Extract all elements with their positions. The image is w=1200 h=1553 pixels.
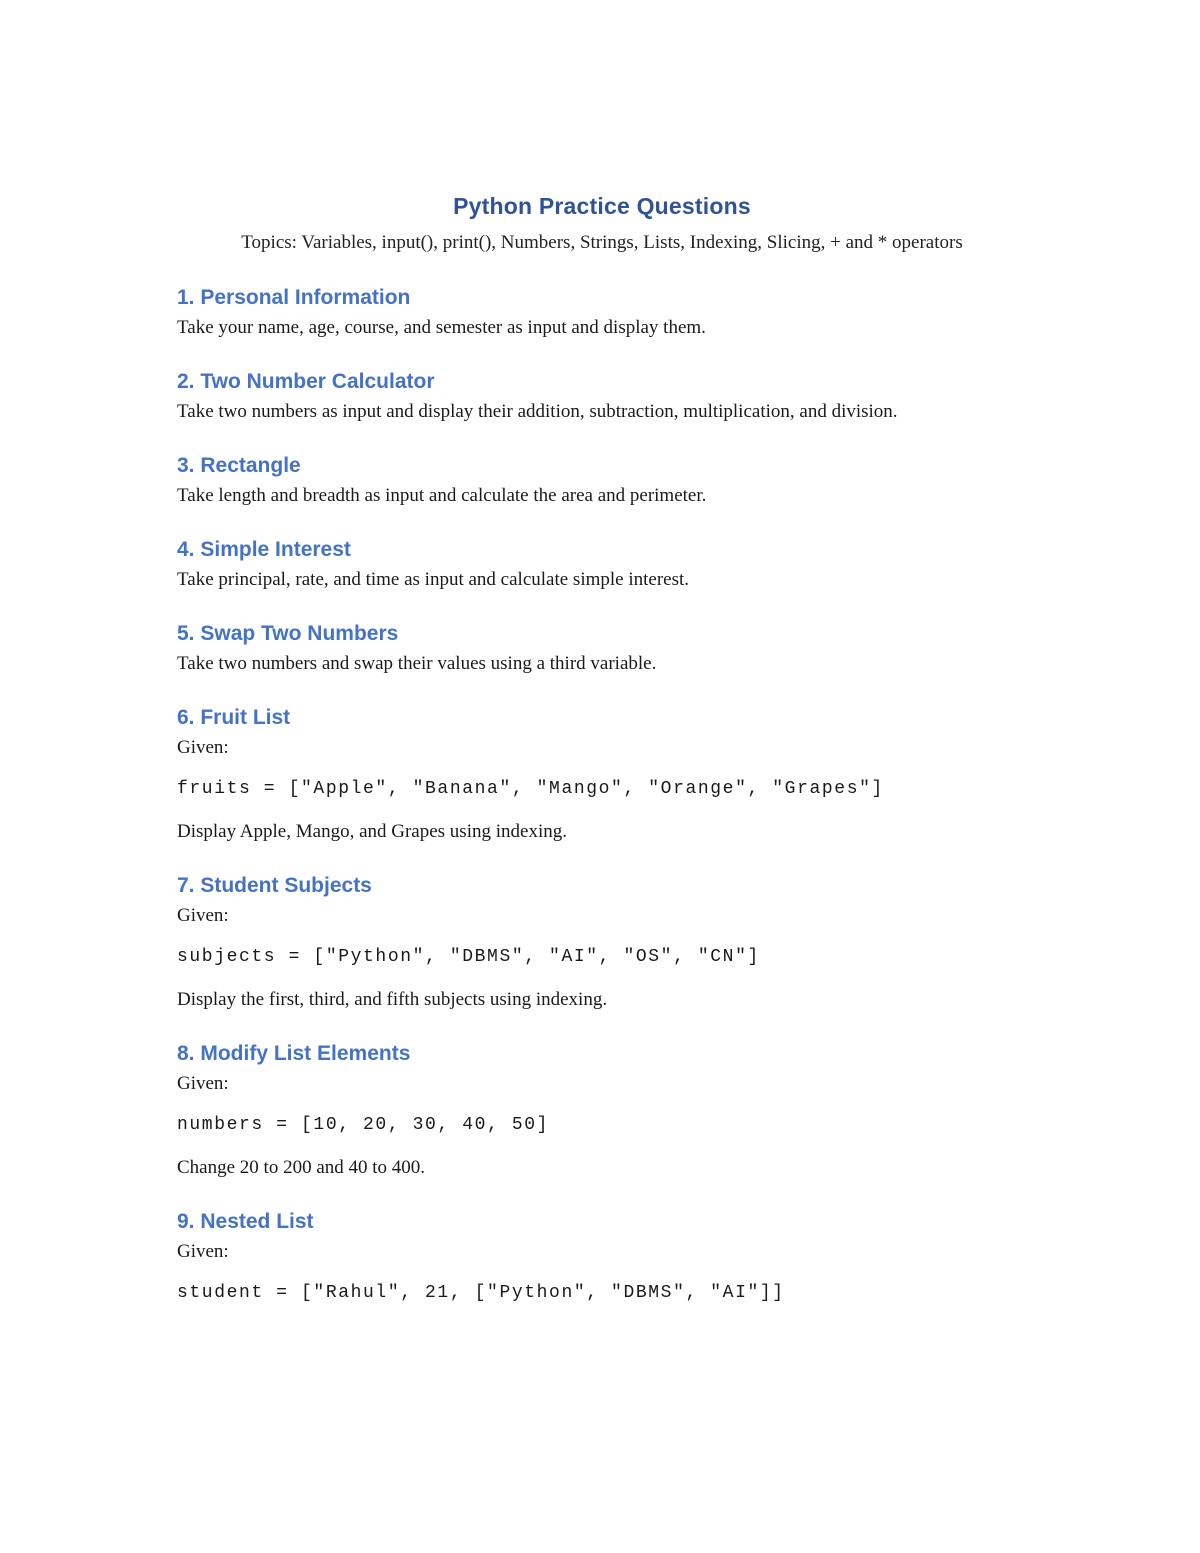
question-heading: 6. Fruit List	[177, 706, 291, 729]
question-text: Take principal, rate, and time as input and calculate simple interest.	[177, 569, 690, 590]
question-code: fruits = ["Apple", "Banana", "Mango", "Orange", "Grapes"]	[177, 779, 884, 799]
question-code: numbers = [10, 20, 30, 40, 50]	[177, 1115, 550, 1135]
document-subtitle: Topics: Variables, input(), print(), Numbers, Strings, Lists, Indexing, Slicing, + and * operators	[241, 232, 963, 253]
question-given-label: Given:	[177, 737, 229, 758]
question-8	[177, 1039, 1027, 1182]
question-heading: 3. Rectangle	[177, 454, 301, 477]
question-code: subjects = ["Python", "DBMS", "AI", "OS", "CN"]	[177, 947, 760, 967]
question-given-label: Given:	[177, 905, 229, 926]
question-7	[177, 871, 1027, 1014]
question-heading: 1. Personal Information	[177, 286, 411, 309]
question-heading: 4. Simple Interest	[177, 538, 351, 561]
question-4	[177, 535, 1027, 594]
question-task: Display Apple, Mango, and Grapes using indexing.	[177, 821, 567, 842]
question-6	[177, 703, 1027, 846]
question-heading: 7. Student Subjects	[177, 874, 372, 897]
document-content	[177, 188, 1027, 1308]
question-text: Take two numbers and swap their values using a third variable.	[177, 653, 657, 674]
question-code: student = ["Rahul", 21, ["Python", "DBMS", "AI"]]	[177, 1283, 785, 1303]
question-task: Display the first, third, and fifth subjects using indexing.	[177, 989, 608, 1010]
document-title: Python Practice Questions	[453, 193, 751, 219]
question-given-label: Given:	[177, 1073, 229, 1094]
question-heading: 9. Nested List	[177, 1210, 314, 1233]
question-text: Take your name, age, course, and semester as input and display them.	[177, 317, 706, 338]
question-task: Change 20 to 200 and 40 to 400.	[177, 1157, 426, 1178]
question-given-label: Given:	[177, 1241, 229, 1262]
question-text: Take two numbers as input and display their addition, subtraction, multiplication, and division.	[177, 401, 898, 422]
question-2	[177, 367, 1027, 426]
question-heading: 2. Two Number Calculator	[177, 370, 435, 393]
question-1	[177, 283, 1027, 342]
question-5	[177, 619, 1027, 678]
question-heading: 5. Swap Two Numbers	[177, 622, 399, 645]
question-9	[177, 1207, 1027, 1308]
question-text: Take length and breadth as input and calculate the area and perimeter.	[177, 485, 707, 506]
question-heading: 8. Modify List Elements	[177, 1042, 411, 1065]
question-3	[177, 451, 1027, 510]
